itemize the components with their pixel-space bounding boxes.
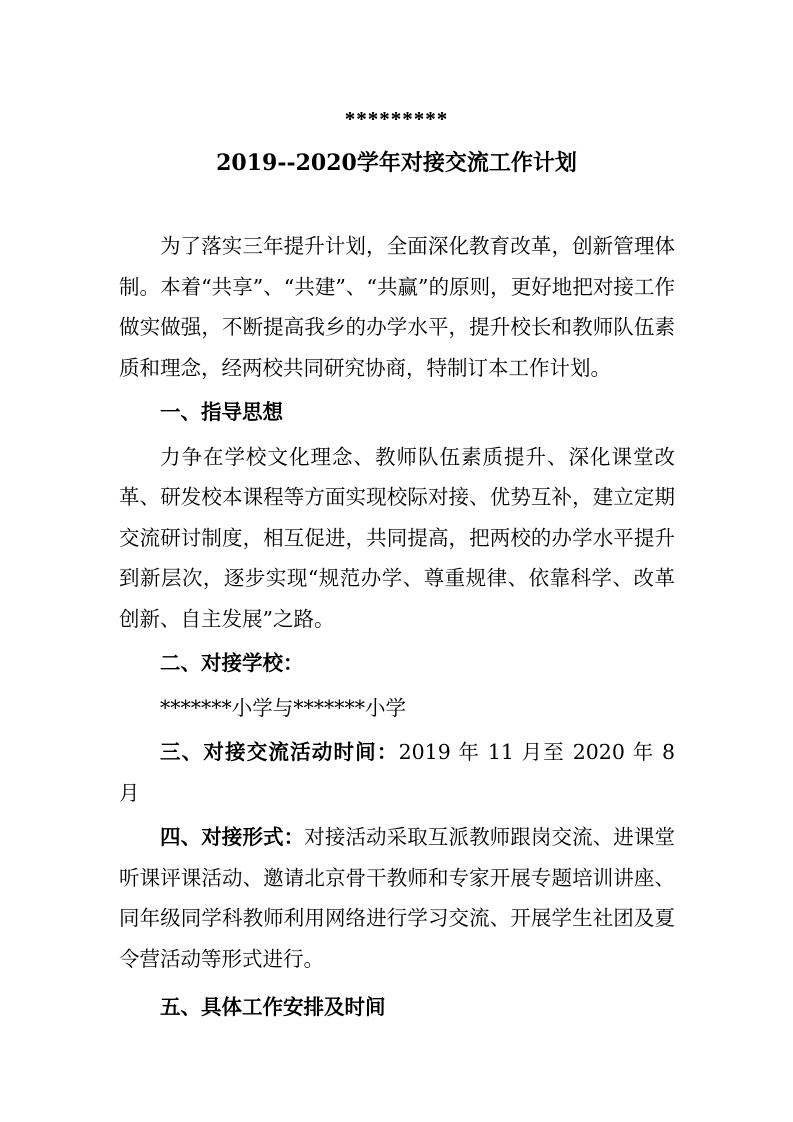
section-2-text: *******小学与*******小学 [160, 695, 406, 720]
section-3 [119, 732, 675, 813]
document-body [119, 226, 675, 1028]
section-4 [119, 817, 675, 979]
intro-paragraph: 为了落实三年提升计划，全面深化教育改革，创新管理体制。本着“共享”、“共建”、“共赢”的原则，更好地把对接工作做实做强，不断提高我乡的办学水平，提升校长和教师队伍素质和理念，经两校共同研究协商，特制订本工作计划。 [119, 234, 675, 380]
section-4-heading: 四、对接形式： [160, 825, 305, 849]
section-1-heading: 一、指导思想 [160, 400, 283, 424]
section-2-heading: 二、对接学校： [160, 651, 304, 675]
document-header-stars: ********* [344, 107, 449, 131]
section-3-heading: 三、对接交流活动时间： [160, 740, 399, 764]
section-1-text: 力争在学校文化理念、教师队伍素质提升、深化课堂改革、研发校本课程等方面实现校际对接、优势互补，建立定期交流研讨制度，相互促进，共同提高，把两校的办学水平提升到新层次，逐步实现“规范办学、尊重规律、依靠科学、改革创新、自主发展”之路。 [119, 444, 675, 631]
document-title: 2019--2020学年对接交流工作计划 [216, 150, 577, 176]
section-3-text: 2019 年 11 月至 2020 年 8 月 [119, 740, 675, 805]
section-4-text: 对接活动采取互派教师跟岗交流、进课堂听课评课活动、邀请北京骨干教师和专家开展专题培训讲座、同年级同学科教师利用网络进行学习交流、开展学生社团及夏令营活动等形式进行。 [119, 825, 676, 971]
section-5-heading: 五、具体工作安排及时间 [160, 995, 386, 1019]
